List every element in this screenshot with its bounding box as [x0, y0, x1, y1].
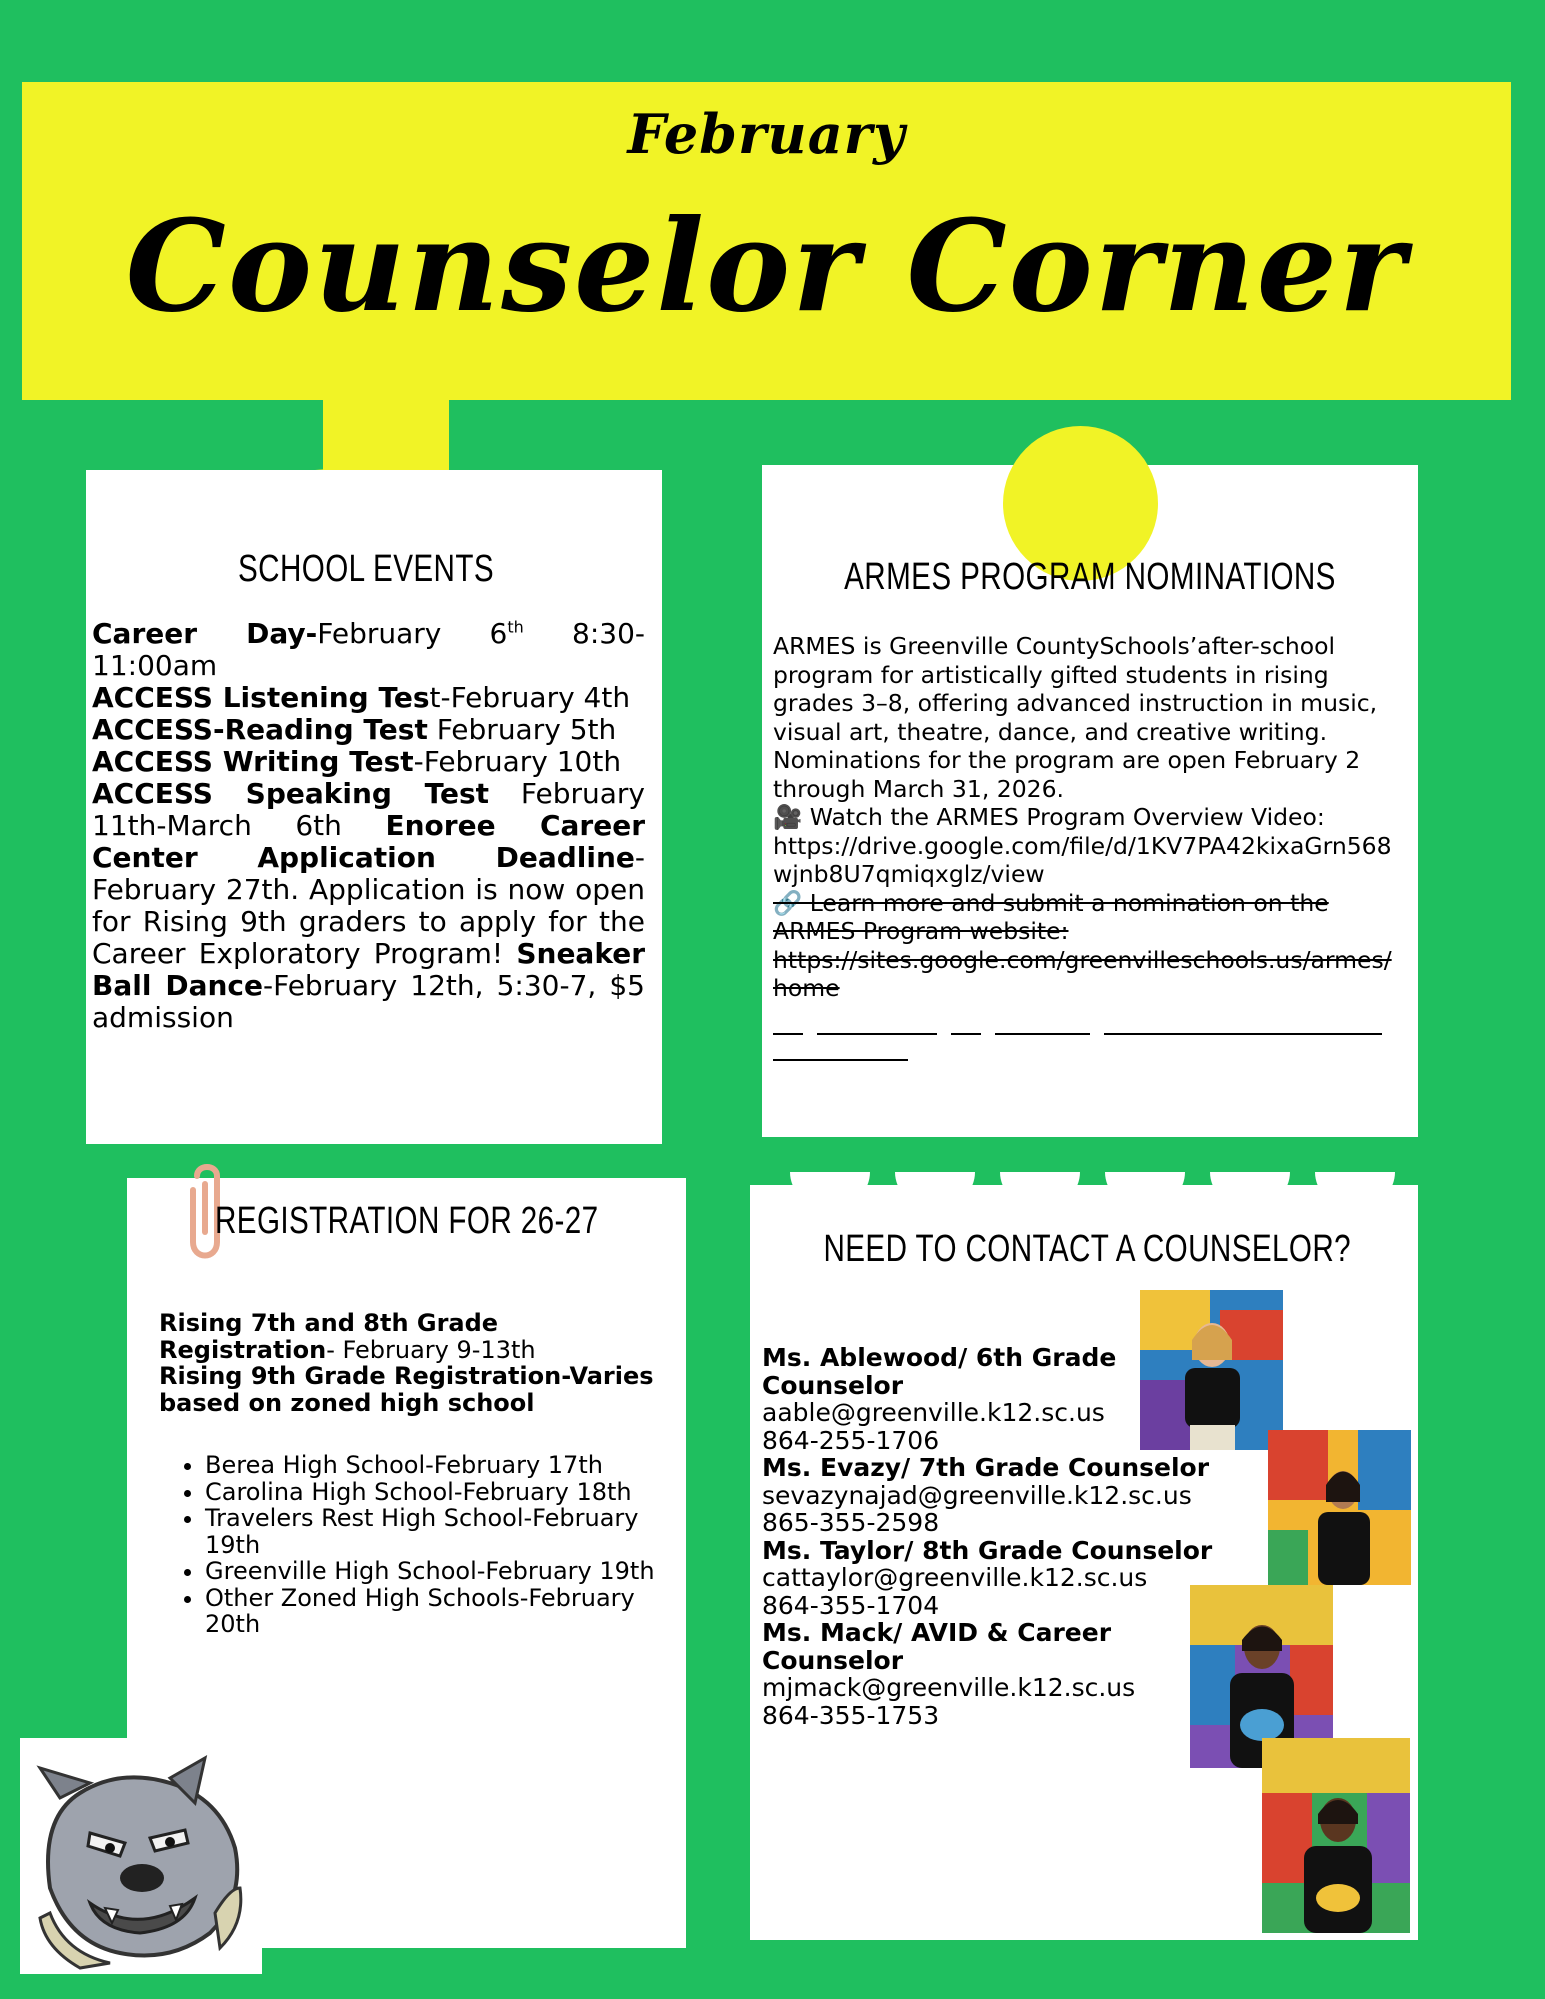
counselor-name: Ms. Mack/ AVID & Career Counselor: [762, 1618, 1112, 1675]
contact-title: NEED TO CONTACT A COUNSELOR?: [823, 1228, 1352, 1270]
registration-line-7-8: Rising 7th and 8th Grade Registration- February 9-13th: [159, 1309, 536, 1364]
counselor-name: Ms. Evazy/ 7th Grade Counselor: [762, 1453, 1210, 1482]
school-events-title: SCHOOL EVENTS: [238, 548, 494, 590]
event-access-listening: ACCESS Listening Test-February 4th: [92, 681, 631, 715]
list-item: • Greenville High School-February 19th: [205, 1558, 669, 1585]
counselor-taylor: [762, 1537, 1232, 1620]
counselor-photo-mack: [1262, 1738, 1410, 1933]
armes-intro: ARMES is Greenville CountySchools’after-school program for artistically gifted students in rising grades 3–8, offering advanced instruction in music, visual art, theatre, dance, and creative writing.: [773, 632, 1378, 746]
bulldog-mascot-icon: [20, 1738, 262, 1974]
armes-nominations: Nominations for the program are open February 2 through March 31, 2026.: [773, 746, 1361, 803]
header-subtitle: February: [627, 102, 906, 166]
list-item: • Travelers Rest High School-February 19th: [205, 1505, 669, 1558]
armes-learn-label: 🔗 Learn more and submit a nomination on the ARMES Program website:: [773, 888, 1329, 945]
registration-line-9: Rising 9th Grade Registration-Varies based on zoned high school: [159, 1362, 654, 1417]
counselor-evazy: [762, 1454, 1232, 1537]
counselor-mack: [762, 1619, 1232, 1729]
counselor-phone: 864-355-1704: [762, 1590, 940, 1620]
list-item: • Other Zoned High Schools-February 20th: [205, 1585, 669, 1638]
counselor-phone: 865-355-2598: [762, 1508, 940, 1537]
counselor-ablewood: [762, 1344, 1232, 1454]
armes-title: ARMES PROGRAM NOMINATIONS: [844, 556, 1336, 598]
counselor-name: Ms. Taylor/ 8th Grade Counselor: [762, 1535, 1213, 1565]
list-item: • Berea High School-February 17th: [205, 1452, 669, 1479]
registration-school-list: [159, 1452, 669, 1638]
counselor-email[interactable]: sevazynajad@greenville.k12.sc.us: [762, 1480, 1192, 1510]
clip-stem-decoration: [323, 398, 449, 470]
header-banner: [22, 82, 1511, 400]
event-sneaker-ball: Sneaker Ball Dance-February 12th, 5:30-7, $5 admission: [92, 937, 645, 1035]
armes-website-link[interactable]: https://sites.google.com/greenvilleschools.us/armes/home: [773, 945, 1392, 1002]
armes-video-link[interactable]: https://drive.google.com/file/d/1KV7PA42kixaGrn568wjnb8U7qmiqxglz/view: [773, 831, 1392, 888]
registration-title: REGISTRATION FOR 26-27: [215, 1200, 599, 1242]
event-enoree-deadline: Enoree Career Center Application Deadline- February 27th. Application is now open for Rising 9th graders to apply for the Career Exploratory Program!: [92, 809, 645, 971]
counselor-email[interactable]: mjmack@greenville.k12.sc.us: [762, 1673, 1136, 1702]
counselor-photo-evazy: [1268, 1430, 1411, 1585]
header-title: Counselor Corner: [125, 192, 1408, 340]
event-access-writing: ACCESS Writing Test-February 10th: [92, 745, 622, 779]
event-career-day: Career Day-February 6th 8:30-11:00am: [92, 617, 645, 683]
armes-underline-end: [773, 1059, 908, 1061]
list-item: • Carolina High School-February 18th: [205, 1479, 669, 1506]
school-events-list: [92, 612, 645, 1034]
counselor-email[interactable]: cattaylor@greenville.k12.sc.us: [762, 1563, 1148, 1592]
armes-body: [773, 632, 1401, 1061]
counselor-email[interactable]: aable@greenville.k12.sc.us: [762, 1398, 1105, 1427]
registration-body: [159, 1310, 669, 1638]
counselor-name: Ms. Ablewood/ 6th Grade Counselor: [762, 1343, 1117, 1400]
counselor-phone: 864-255-1706: [762, 1425, 940, 1455]
event-access-speaking: ACCESS Speaking Test February 11th-March 6th: [92, 777, 645, 843]
armes-video-label: 🎥 Watch the ARMES Program Overview Video:: [773, 803, 1325, 831]
mascot-box: [20, 1738, 262, 1974]
contact-list: [762, 1344, 1232, 1729]
counselor-phone: 864-355-1753: [762, 1700, 940, 1730]
event-access-reading: ACCESS-Reading Test February 5th: [92, 713, 617, 747]
armes-underline-row: [773, 1033, 1401, 1035]
